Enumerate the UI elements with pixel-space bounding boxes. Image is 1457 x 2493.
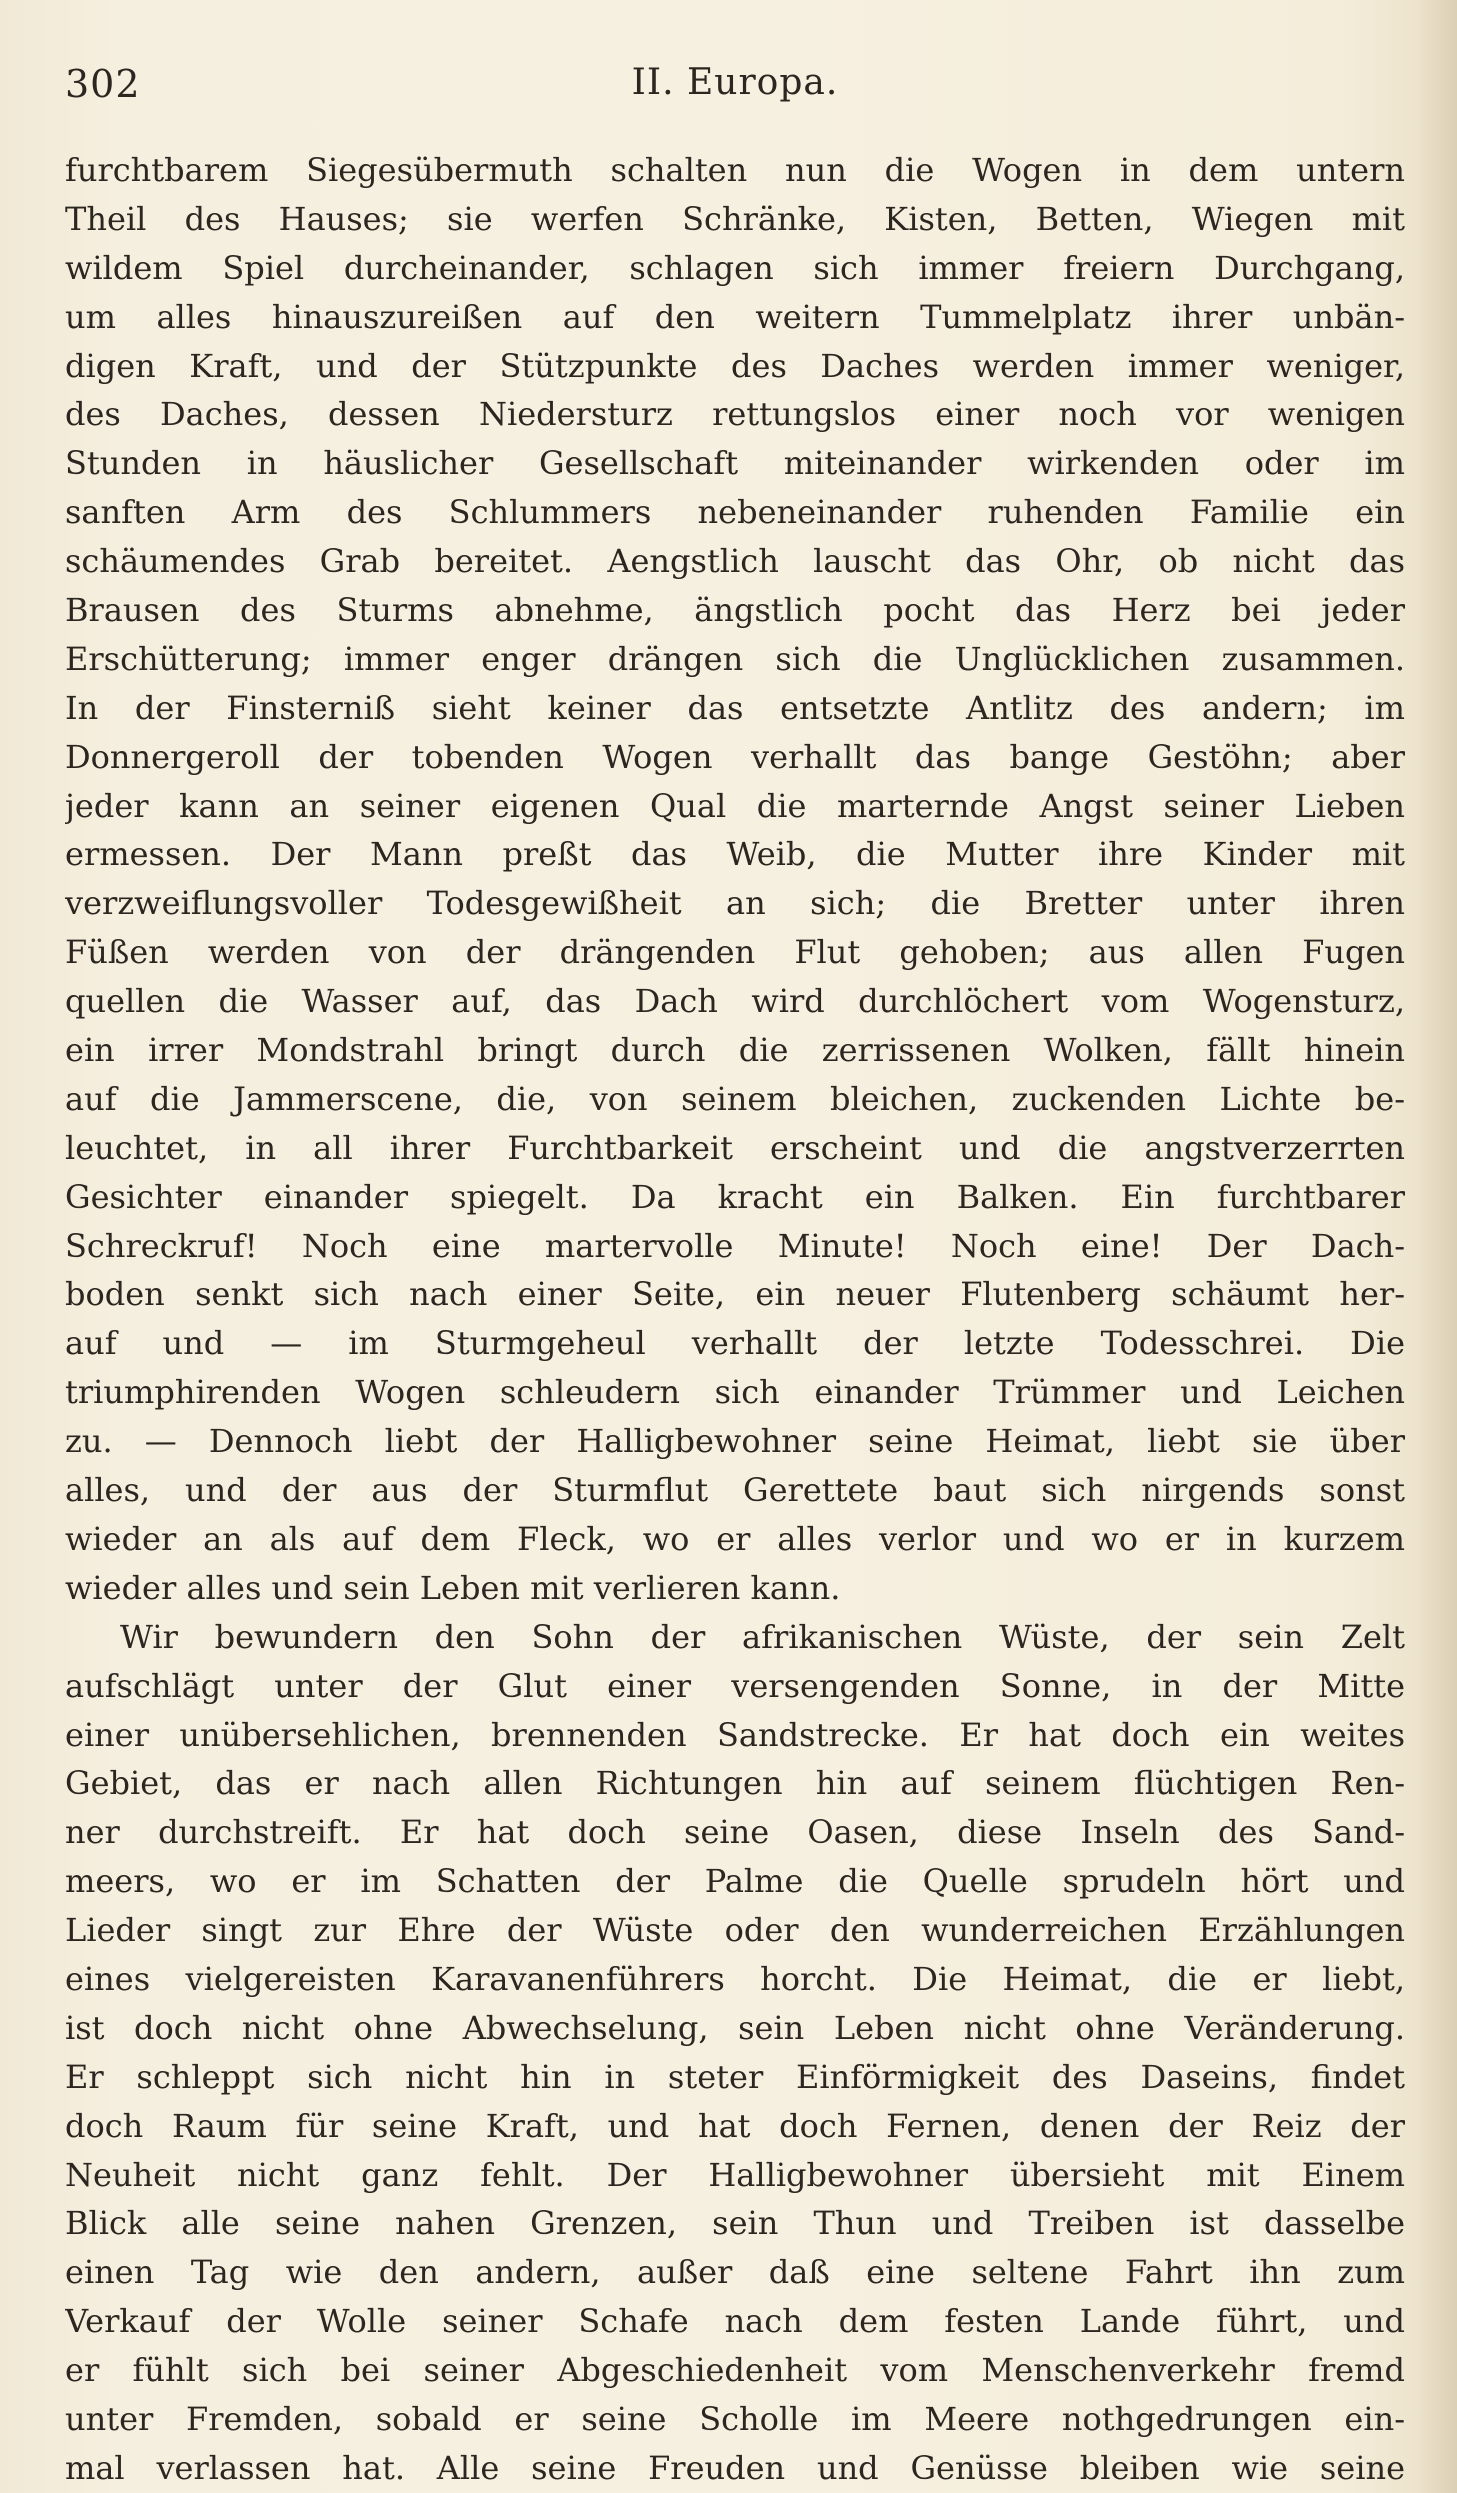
text-line: Füßen werden von der drängenden Flut gehoben; aus allen Fugen bbox=[65, 933, 1405, 972]
text-line: zu. — Dennoch liebt der Halligbewohner seine Heimat, liebt sie über bbox=[65, 1422, 1405, 1461]
text-line: einen Tag wie den andern, außer daß eine seltene Fahrt ihn zum bbox=[65, 2253, 1405, 2292]
text-line: furchtbarem Siegesübermuth schalten nun die Wogen in dem untern bbox=[65, 151, 1405, 189]
text-line: ner durchstreift. Er hat doch seine Oasen, diese Inseln des Sand- bbox=[65, 1813, 1405, 1852]
text-line: auf die Jammerscene, die, von seinem bleichen, zuckenden Lichte be- bbox=[65, 1079, 1405, 1118]
text-line: wieder an als auf dem Fleck, wo er alles verlor und wo er in kurzem bbox=[65, 1519, 1405, 1558]
text-line: Donnergeroll der tobenden Wogen verhallt das bange Gestöhn; aber bbox=[65, 737, 1405, 776]
text-line: alles, und der aus der Sturmflut Gerettete baut sich nirgends sonst bbox=[65, 1471, 1405, 1510]
text-line: Brausen des Sturms abnehme, ängstlich pocht das Herz bei jeder bbox=[65, 591, 1405, 630]
text-line: Gesichter einander spiegelt. Da kracht ein Balken. Ein furchtbarer bbox=[65, 1177, 1405, 1216]
text-line: ist doch nicht ohne Abwechselung, sein Leben nicht ohne Veränderung. bbox=[65, 2008, 1405, 2047]
page-number: 302 bbox=[65, 62, 141, 106]
text-line: eines vielgereisten Karavanenführers horcht. Die Heimat, die er liebt, bbox=[65, 1959, 1405, 1998]
text-line: meers, wo er im Schatten der Palme die Quelle sprudeln hört und bbox=[65, 1862, 1405, 1901]
text-line: schäumendes Grab bereitet. Aengstlich lauscht das Ohr, ob nicht das bbox=[65, 542, 1405, 581]
text-line: wildem Spiel durcheinander, schlagen sich immer freiern Durchgang, bbox=[65, 248, 1405, 287]
text-line: sanften Arm des Schlummers nebeneinander ruhenden Familie ein bbox=[65, 493, 1405, 532]
text-line: Theil des Hauses; sie werfen Schränke, Kisten, Betten, Wiegen mit bbox=[65, 199, 1405, 238]
text-line: Gebiet, das er nach allen Richtungen hin auf seinem flüchtigen Ren- bbox=[65, 1764, 1405, 1803]
text-line: digen Kraft, und der Stützpunkte des Daches werden immer weniger, bbox=[65, 346, 1405, 385]
text-line: ermessen. Der Mann preßt das Weib, die Mutter ihre Kinder mit bbox=[65, 835, 1405, 874]
text-line: er fühlt sich bei seiner Abgeschiedenheit vom Menschenverkehr fremd bbox=[65, 2351, 1405, 2390]
paragraph-start-line: Wir bewundern den Sohn der afrikanischen Wüste, der sein Zelt bbox=[120, 1617, 1405, 1656]
text-line: aufschlägt unter der Glut einer versengenden Sonne, in der Mitte bbox=[65, 1666, 1405, 1705]
text-line: Neuheit nicht ganz fehlt. Der Halligbewohner übersieht mit Einem bbox=[65, 2155, 1405, 2194]
text-line: quellen die Wasser auf, das Dach wird durchlöchert vom Wogensturz, bbox=[65, 982, 1405, 1021]
text-line: leuchtet, in all ihrer Furchtbarkeit erscheint und die angstverzerrten bbox=[65, 1128, 1405, 1167]
text-line: triumphirenden Wogen schleudern sich einander Trümmer und Leichen bbox=[65, 1373, 1405, 1412]
text-line: Lieder singt zur Ehre der Wüste oder den wunderreichen Erzählungen bbox=[65, 1911, 1405, 1950]
text-line: In der Finsterniß sieht keiner das entsetzte Antlitz des andern; im bbox=[65, 688, 1405, 727]
text-line: Verkauf der Wolle seiner Schafe nach dem festen Lande führt, und bbox=[65, 2302, 1405, 2341]
text-line: doch Raum für seine Kraft, und hat doch Fernen, denen der Reiz der bbox=[65, 2106, 1405, 2145]
text-line: Stunden in häuslicher Gesellschaft miteinander wirkenden oder im bbox=[65, 444, 1405, 483]
text-line: boden senkt sich nach einer Seite, ein neuer Flutenberg schäumt her- bbox=[65, 1275, 1405, 1314]
text-line: jeder kann an seiner eigenen Qual die marternde Angst seiner Lieben bbox=[65, 786, 1405, 825]
text-line: Blick alle seine nahen Grenzen, sein Thun und Treiben ist dasselbe bbox=[65, 2204, 1405, 2243]
text-line: mal verlassen hat. Alle seine Freuden und Genüsse bleiben wie seine bbox=[65, 2448, 1405, 2487]
text-line: Schreckruf! Noch eine martervolle Minute! Noch eine! Der Dach- bbox=[65, 1226, 1405, 1265]
text-line: einer unübersehlichen, brennenden Sandstrecke. Er hat doch ein weites bbox=[65, 1715, 1405, 1754]
text-line: ein irrer Mondstrahl bringt durch die zerrissenen Wolken, fällt hinein bbox=[65, 1031, 1405, 1070]
text-line: Erschütterung; immer enger drängen sich die Unglücklichen zusammen. bbox=[65, 639, 1405, 678]
page-header bbox=[65, 62, 1405, 112]
text-line: des Daches, dessen Niedersturz rettungslos einer noch vor wenigen bbox=[65, 395, 1405, 434]
text-line: Er schleppt sich nicht hin in steter Einförmigkeit des Daseins, findet bbox=[65, 2057, 1405, 2096]
paragraph-end-line: wieder alles und sein Leben mit verlieren kann. bbox=[65, 1568, 841, 1607]
text-line: verzweiflungsvoller Todesgewißheit an sich; die Bretter unter ihren bbox=[65, 884, 1405, 923]
text-line: auf und — im Sturmgeheul verhallt der letzte Todesschrei. Die bbox=[65, 1324, 1405, 1363]
running-head: II. Europa. bbox=[631, 62, 839, 103]
text-line: um alles hinauszureißen auf den weitern Tummelplatz ihrer unbän- bbox=[65, 297, 1405, 336]
page-edge-shadow bbox=[1417, 0, 1457, 2493]
text-line: unter Fremden, sobald er seine Scholle im Meere nothgedrungen ein- bbox=[65, 2399, 1405, 2438]
body-text bbox=[65, 146, 1405, 2493]
